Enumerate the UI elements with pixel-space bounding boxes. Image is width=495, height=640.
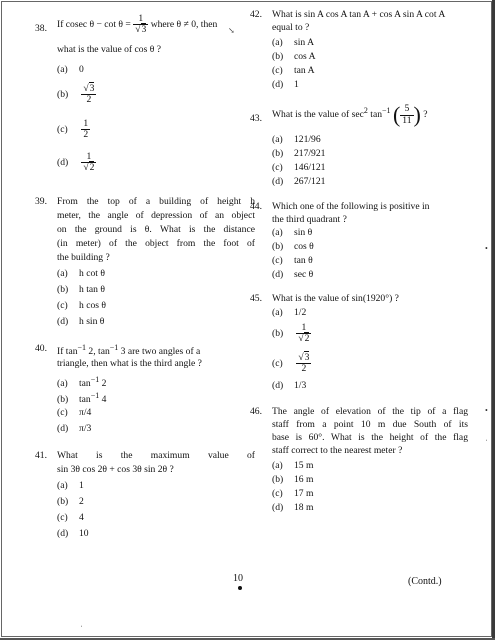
question-stem: If cosec θ − cot θ = $\frac{1}{√3}$ where θ ≠ 0, then xyxy=(57,13,218,36)
option-b: (b) $\tan^{-1} 4$ xyxy=(57,391,107,406)
stem-line: (in meter) of the object from the foot of xyxy=(57,238,255,249)
stem-line: base is 60°. What is the height of the flag xyxy=(272,432,468,443)
stem-line: meter, the angle of depression of an object xyxy=(57,210,255,221)
question-number: 42. xyxy=(250,9,262,20)
scan-mark: • xyxy=(485,406,488,415)
stem-line: What is the value of sin(1920°) ? xyxy=(272,293,399,304)
option-a: (a) $\tan^{-1} 2$ xyxy=(57,375,107,390)
stem-line: The angle of elevation of the tip of a flag xyxy=(272,406,468,417)
stem-line: From the top of a building of height h xyxy=(57,196,255,207)
option-c: (c) $\frac{1}{2}$ xyxy=(57,118,89,141)
option-d: (d) 1/3 xyxy=(272,380,307,391)
scan-mark: ˌ xyxy=(80,618,83,627)
option-a: (a) 0 xyxy=(57,64,84,75)
question-number: 44. xyxy=(250,201,262,212)
stem-line: equal to ? xyxy=(272,22,310,33)
stem-line: sin 3θ cos 2θ + cos 3θ sin 2θ ? xyxy=(57,464,174,475)
page-number: 10 xyxy=(233,573,243,584)
option-b: (b) $\frac{√3}{2}$ xyxy=(57,83,95,106)
scan-mark: ˌ xyxy=(485,432,488,441)
question-number: 45. xyxy=(250,293,262,304)
question-number: 41. xyxy=(35,450,47,461)
option-c: (c) π/4 xyxy=(57,407,92,418)
scan-mark: • xyxy=(485,244,488,253)
option-c: (c) 4 xyxy=(57,512,84,523)
option-b: (b) cos θ xyxy=(272,241,314,252)
question-number: 38. xyxy=(35,23,47,34)
option-d: (d) sec θ xyxy=(272,269,314,280)
page-dot xyxy=(238,586,242,590)
option-d: (d) 267/121 xyxy=(272,176,326,187)
stem-line: staff from a point 10 m due South of its xyxy=(272,419,468,430)
question-number: 46. xyxy=(250,406,262,417)
option-c: (c) $\frac{√3}{2}$ xyxy=(272,352,310,375)
option-b: (b) h tan θ xyxy=(57,284,105,295)
option-b: (b) 16 m xyxy=(272,474,314,485)
fraction: $\frac{5}{11}$ xyxy=(402,103,412,126)
stem-line: the third quadrant ? xyxy=(272,214,347,225)
option-c: (c) 17 m xyxy=(272,488,314,499)
option-a: (a) sin A xyxy=(272,37,314,48)
question-number: 43. xyxy=(250,113,262,124)
option-a: (a) 121/96 xyxy=(272,134,321,145)
fraction: $\frac{1}{√3}$ xyxy=(135,13,147,36)
stem-line: If $\tan^{-1} 2$, $\tan^{-1} 3$ are two angles of a xyxy=(57,343,201,358)
option-b: (b) 2 xyxy=(57,496,84,507)
option-d: (d) 18 m xyxy=(272,502,314,513)
option-d: (d) π/3 xyxy=(57,423,92,434)
option-c: (c) h cos θ xyxy=(57,300,106,311)
option-c: (c) tan θ xyxy=(272,255,313,266)
stem-line: staff correct to the nearest meter ? xyxy=(272,445,403,456)
option-a: (a) h cot θ xyxy=(57,268,105,279)
option-a: (a) 1/2 xyxy=(272,307,307,318)
option-a: (a) sin θ xyxy=(272,227,313,238)
question-stem-line2: what is the value of cos θ ? xyxy=(57,44,161,55)
stem-line: triangle, then what is the third angle ? xyxy=(57,358,202,369)
question-stem: What is the value of $\sec^2 \tan^{-1}$ ( $\frac{5}{11}$ ) ? xyxy=(272,102,428,127)
option-d: (d) 1 xyxy=(272,79,299,90)
option-b: (b) $\frac{1}{√2}$ xyxy=(272,322,310,345)
option-d: (d) 10 xyxy=(57,528,89,539)
option-a: (a) 15 m xyxy=(272,460,314,471)
option-d: (d) $\frac{1}{√2}$ xyxy=(57,151,95,174)
stem-line: on the ground is θ. What is the distance xyxy=(57,224,255,235)
continued-label: (Contd.) xyxy=(408,576,442,587)
stem-line: What is the maximum value of xyxy=(57,450,255,461)
question-number: 40. xyxy=(35,343,47,354)
question-number: 39. xyxy=(35,196,47,207)
option-c: (c) tan A xyxy=(272,65,315,76)
option-a: (a) 1 xyxy=(57,480,84,491)
scan-mark: ↘ xyxy=(228,26,235,35)
stem-line: What is sin A cos A tan A + cos A sin A cot A xyxy=(272,9,446,20)
stem-line: Which one of the following is positive in xyxy=(272,201,430,212)
option-b: (b) cos A xyxy=(272,51,316,62)
stem-line: the building ? xyxy=(57,252,110,263)
option-d: (d) h sin θ xyxy=(57,316,105,327)
option-b: (b) 217/921 xyxy=(272,148,326,159)
option-c: (c) 146/121 xyxy=(272,162,326,173)
